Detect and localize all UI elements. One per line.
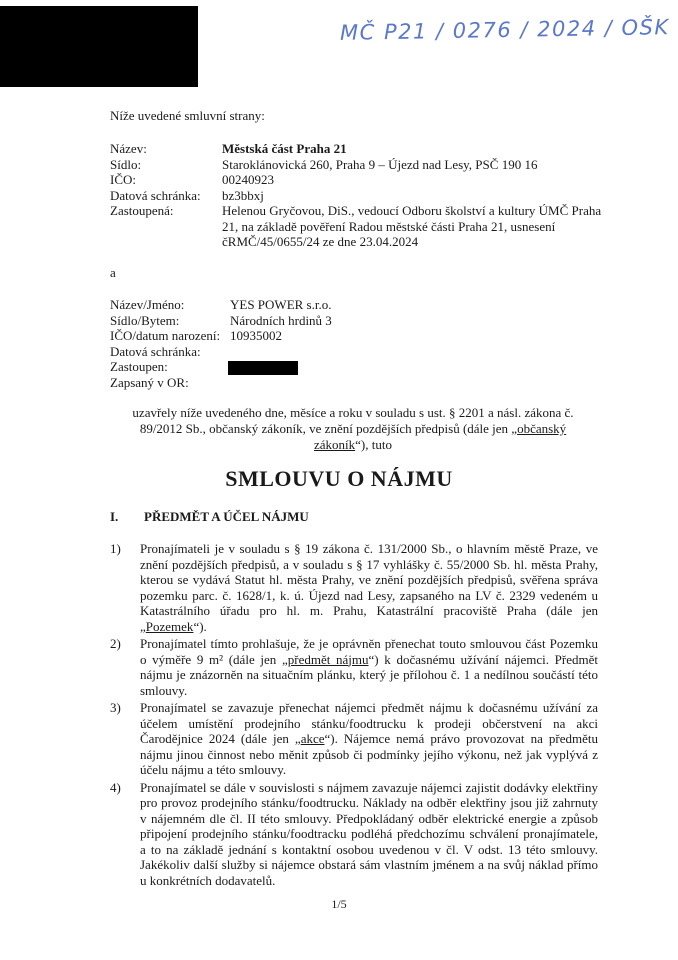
clause-item <box>110 636 598 698</box>
clause-text-part: “). <box>193 618 207 634</box>
handwritten-reference: MČ P21 / 0276 / 2024 / OŠK <box>339 15 670 45</box>
clause-text-part: Pronajímatel tímto prohlašuje, že je oprávněn přenechat touto smlouvou část Pozemku o výměře 9 m² (dále jen „ <box>140 636 598 667</box>
party1-row-databox <box>110 188 602 204</box>
party1-row-seat <box>110 157 602 173</box>
clause-text <box>140 700 598 778</box>
clause-number: 1) <box>110 541 121 556</box>
party1-row-represented <box>110 203 602 250</box>
clause-item <box>110 780 598 889</box>
clause-number: 2) <box>110 636 121 651</box>
field-label: Sídlo/Bytem: <box>110 312 180 328</box>
defined-term: občanský zákoník <box>314 421 567 452</box>
field-label: IČO/datum narození: <box>110 328 221 343</box>
clause-text-part: Pronajímatel se dále v souvislosti s nájmem zavazuje nájemci zajistit dodávky elektřiny pro provoz prodejního stánku/foodtrucku. Náklady na odběr elektřiny jsou již zahrnuty v nájemném dle čl. II této smlouvy. Předpokládaný odběr elektrické energie a způsob připojení prodejního stánku/foodtracku podléhá předchozímu schválení pronajímatele, a to na základě jednání s kontaktní osobou uvedenou v čl. V odst. 13 této smlouvy. Jakékoliv další služby si nájemce obstará sám vlastním jménem a na svůj náklad přímo u konkrétních dodavatelů. <box>140 779 598 888</box>
clause-text <box>140 541 598 634</box>
field-value: 00240923 <box>222 172 274 187</box>
party2-row-name <box>110 297 332 313</box>
clause-text-part: Pronajímateli je v souladu s § 19 zákona č. 131/2000 Sb., o hlavním městě Praze, ve znění pozdějších předpisů, a v souladu s § 17 vyhlášky č. 55/2000 Sb. hl. města Prahy, kterou se vydává Statut hl. města Prahy, ve znění pozdějších předpisů, svěřena správa pozemku parc. č. 1628/1, k. ú. Újezd nad Lesy, zapsaného na LV č. 2329 vedeném u Katastrálního úřadu pro hl. m. Prahu, Katastrální pracoviště Praha (dále jen „ <box>140 541 598 634</box>
party1-row-ico <box>110 172 602 188</box>
section-number: I. <box>110 509 119 524</box>
preamble <box>118 405 588 453</box>
section-title: PŘEDMĚT A ÚČEL NÁJMU <box>144 509 309 524</box>
field-value: Národních hrdinů 3 <box>230 312 332 328</box>
party-landlord <box>110 141 602 250</box>
clause-item <box>110 541 598 634</box>
field-value: YES POWER s.r.o. <box>230 297 332 312</box>
clause-text <box>140 636 598 698</box>
page-number: 1/5 <box>331 897 347 911</box>
field-label: Zastoupená: <box>110 203 174 218</box>
section-heading <box>110 509 309 525</box>
field-label: IČO: <box>110 172 136 187</box>
field-label: Zapsaný v OR: <box>110 374 189 390</box>
preamble-end: “), tuto <box>355 437 392 452</box>
clause-item <box>110 700 598 778</box>
party2-row-databox <box>110 344 332 360</box>
field-value: 10935002 <box>230 328 282 343</box>
field-value: Helenou Gryčovou, DiS., vedoucí Odboru školství a kultury ÚMČ Praha 21, na základě pověření Radou městské části Praha 21, usnesení čRMČ/45/0655/24 ze dne 23.04.2024 <box>222 203 602 249</box>
redaction-block-logo <box>0 6 198 87</box>
field-label: Datová schránka: <box>110 343 201 359</box>
party2-row-register <box>110 375 332 391</box>
document-title: SMLOUVU O NÁJMU <box>225 466 453 491</box>
clause-number: 4) <box>110 779 121 795</box>
field-value: bz3bbxj <box>222 187 264 203</box>
field-value: Staroklánovická 260, Praha 9 – Újezd nad Lesy, PSČ 190 16 <box>222 156 538 172</box>
intro-text: Níže uvedené smluvní strany: <box>110 108 265 123</box>
field-value: Městská část Praha 21 <box>222 141 347 156</box>
field-label: Název: <box>110 141 147 156</box>
preamble-text: uzavřely níže uvedeného dne, měsíce a roku v souladu s ust. § 2201 a násl. zákona č. 89/2012 Sb., občanský zákoník, ve znění pozdějších předpisů (dále jen „ <box>132 405 574 436</box>
defined-term: předmět nájmu <box>287 651 369 667</box>
field-label: Název/Jméno: <box>110 297 185 312</box>
redaction-block-representative <box>228 361 298 375</box>
defined-term: Pozemek <box>145 618 194 634</box>
clause-text-part: “). Nájemce nemá právo provozovat na předmětu nájmu jinou činnost nebo měnit způsob či podmínky jejího výkonu, než jak vyplývá z účelu nájmu a této smlouvy. <box>140 731 599 777</box>
field-label: Zastoupen: <box>110 359 168 374</box>
clause-text-part: Pronajímatel se zavazuje přenechat nájemci předmět nájmu k dočasnému užívání za účelem umístění prodejního stánku/foodtrucku k prodeji občerstvení na akci Čarodějnice 2024 (dále jen „ <box>140 700 598 746</box>
defined-term: akce <box>300 731 325 746</box>
field-label: Sídlo: <box>110 156 142 172</box>
clause-list <box>110 541 598 890</box>
field-label: Datová schránka: <box>110 187 201 203</box>
clause-text-part: “) k dočasnému užívání nájemci. Předmět nájmu je znázorněn na situačním plánku, který je přílohou č. 1 a nedílnou součástí této smlouvy. <box>140 651 599 698</box>
clause-number: 3) <box>110 700 121 715</box>
party-tenant <box>110 297 332 390</box>
clause-text <box>140 780 598 889</box>
party1-row-name <box>110 141 602 157</box>
party-separator: a <box>110 265 116 280</box>
party2-row-represented <box>110 359 332 375</box>
party2-row-seat <box>110 313 332 329</box>
party2-row-ico <box>110 328 332 344</box>
